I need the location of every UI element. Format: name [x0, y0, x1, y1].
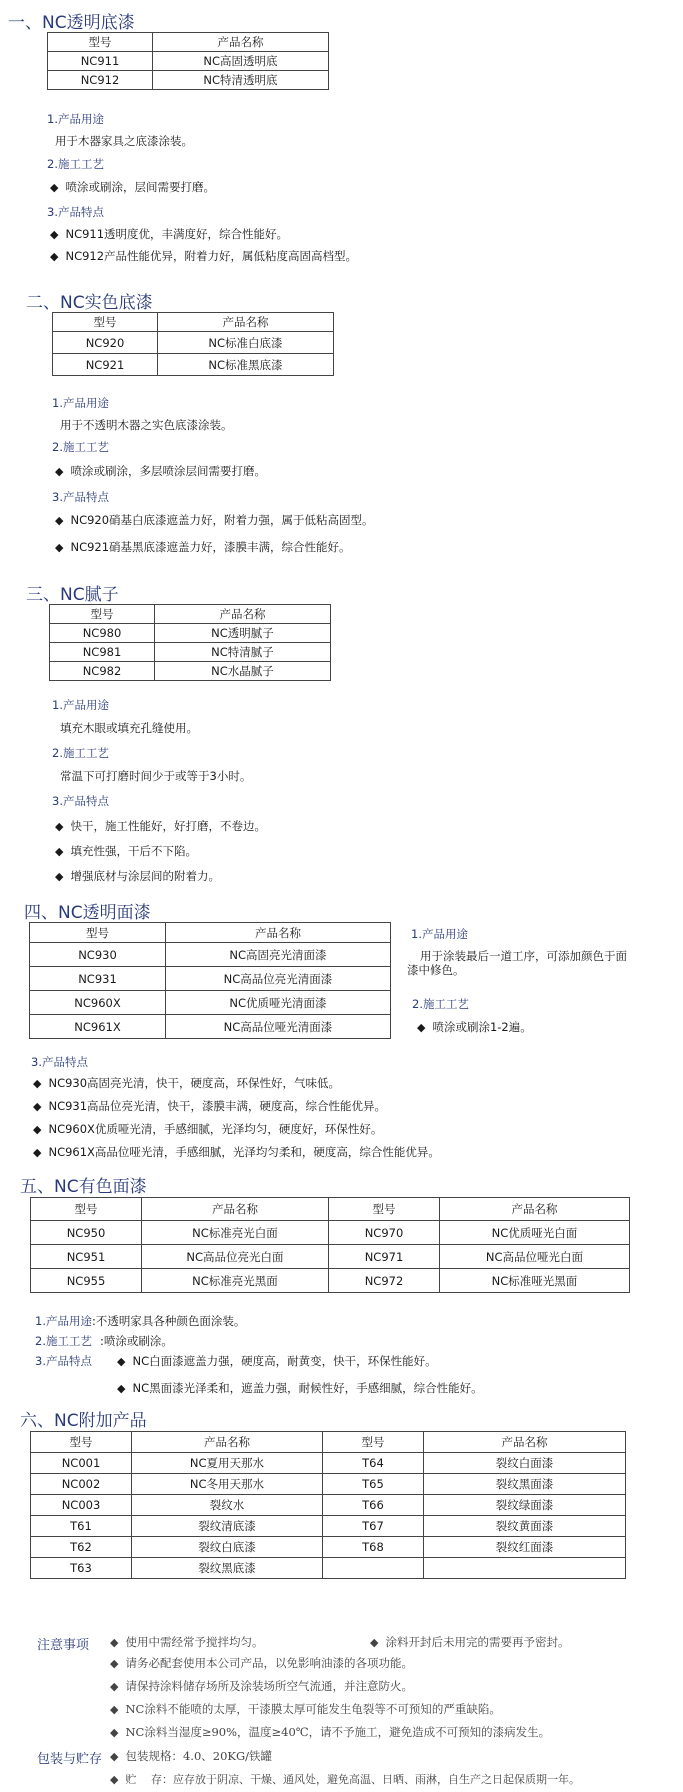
table-row: NC981 NC特清腻子 [50, 643, 331, 662]
section-2-heading: 二、NC实色底漆 [26, 293, 153, 313]
section-5-heading: 五、NC有色面漆 [20, 1177, 147, 1197]
table-row: NC961X NC高品位哑光清面漆 [30, 1015, 391, 1039]
table-row: NC931 NC高品位亮光清面漆 [30, 967, 391, 991]
section-2-use-label: 1.产品用途 [52, 396, 109, 410]
table-row: NC982 NC水晶腻子 [50, 662, 331, 681]
section-5-use-row [35, 1313, 245, 1329]
col-header-model: 型号 [30, 923, 166, 943]
col-header-name: 产品名称 [440, 1198, 630, 1221]
section-2-process-label: 2.施工工艺 [52, 440, 109, 454]
section-2-table [52, 312, 334, 376]
section-4-use-text-1: 用于涂装最后一道工序，可添加颜色于面 [420, 949, 627, 963]
table-row: NC921 NC标准黑底漆 [53, 354, 334, 376]
section-1-feature: ◆ NC911透明度优，丰满度好，综合性能好。 [50, 226, 288, 242]
section-4-table [29, 922, 391, 1039]
col-header-name: 产品名称 [153, 33, 329, 52]
notes-item: ◆ NC涂料不能喷的太厚，干漆膜太厚可能发生龟裂等不可预知的严重缺陷。 [110, 1701, 501, 1717]
section-2-features-label: 3.产品特点 [52, 490, 109, 504]
section-4-features-label: 3.产品特点 [31, 1055, 88, 1069]
section-3-feature: ◆ 增强底材与涂层间的附着力。 [55, 868, 220, 884]
section-4-use-label: 1.产品用途 [411, 927, 468, 941]
section-6-table [30, 1431, 626, 1579]
notes-item: ◆ 请务必配套使用本公司产品，以免影响油漆的各项功能。 [110, 1655, 413, 1671]
section-3-feature: ◆ 填充性强，干后不下陷。 [55, 843, 197, 859]
section-1-features-label: 3.产品特点 [47, 205, 104, 219]
col-header-name: 产品名称 [155, 605, 331, 624]
section-3-feature: ◆ 快干，施工性能好，好打磨，不卷边。 [55, 818, 266, 834]
section-3-process-label: 2.施工工艺 [52, 746, 109, 760]
col-header-model: 型号 [323, 1432, 424, 1453]
section-1-process-label: 2.施工工艺 [47, 157, 104, 171]
section-5-features-label: 3.产品特点 [35, 1354, 92, 1368]
notes-item: ◆ NC涂料当湿度≥90%，温度≥40℃，请不予施工，避免造成不可预知的漆病发生。 [110, 1724, 550, 1740]
section-2-use-text: 用于不透明木器之实色底漆涂装。 [60, 418, 233, 432]
col-header-model: 型号 [48, 33, 153, 52]
col-header-name: 产品名称 [166, 923, 391, 943]
section-5-process-row [35, 1333, 173, 1349]
section-4-feature: ◆ NC960X优质哑光清，手感细腻，光泽均匀，硬度好，环保性好。 [33, 1121, 382, 1137]
section-1-process-item: ◆ 喷涂或刷涂，层间需要打磨。 [50, 179, 215, 195]
notes-item: ◆ 涂料开封后未用完的需要再予密封。 [370, 1634, 569, 1650]
section-1-table [47, 32, 329, 90]
table-row: T63 裂纹黑底漆 [31, 1558, 626, 1579]
section-3-table [49, 604, 331, 681]
section-4-heading: 四、NC透明面漆 [24, 903, 151, 923]
table-row: NC950 NC标准亮光白面 NC970 NC优质哑光白面 [31, 1221, 630, 1245]
col-header-model: 型号 [50, 605, 155, 624]
storage-item: ◆ 包装规格：4.0、20KG/铁罐 [110, 1748, 272, 1764]
notes-label: 注意事项 [37, 1638, 90, 1653]
section-5-feature: ◆ NC白面漆遮盖力强，硬度高，耐黄变，快干，环保性能好。 [117, 1353, 437, 1369]
section-1-use-text: 用于木器家具之底漆涂装。 [55, 134, 193, 148]
table-row: NC002 NC冬用天那水 T65 裂纹黑面漆 [31, 1474, 626, 1495]
table-row: NC920 NC标准白底漆 [53, 332, 334, 354]
section-3-use-text: 填充木眼或填充孔缝使用。 [60, 721, 198, 735]
section-5-use-text: :不透明家具各种颜色面涂装。 [91, 1314, 246, 1328]
section-3-features-label: 3.产品特点 [52, 794, 109, 808]
section-4-feature: ◆ NC931高品位亮光清，快干，漆膜丰满，硬度高，综合性能优异。 [33, 1098, 386, 1114]
section-4-use-text-2: 漆中修色。 [407, 963, 465, 977]
section-1-feature: ◆ NC912产品性能优异，附着力好，属低粘度高固高档型。 [50, 248, 357, 264]
table-row: NC001 NC夏用天那水 T64 裂纹白面漆 [31, 1453, 626, 1474]
table-row: NC960X NC优质哑光清面漆 [30, 991, 391, 1015]
section-2-feature: ◆ NC921硝基黑底漆遮盖力好，漆膜丰满，综合性能好。 [55, 539, 351, 555]
col-header-name: 产品名称 [132, 1432, 323, 1453]
col-header-model: 型号 [329, 1198, 440, 1221]
section-4-process-item: ◆ 喷涂或刷涂1-2遍。 [417, 1019, 532, 1035]
section-3-use-label: 1.产品用途 [52, 698, 109, 712]
table-row: NC951 NC高品位亮光白面 NC971 NC高品位哑光白面 [31, 1245, 630, 1269]
notes-item: ◆ 使用中需经常予搅拌均匀。 [110, 1634, 263, 1650]
section-4-feature: ◆ NC961X高品位哑光清，手感细腻，光泽均匀柔和，硬度高，综合性能优异。 [33, 1144, 440, 1160]
storage-label: 包装与贮存 [37, 1752, 103, 1767]
section-5-process-label: 2.施工工艺 [35, 1334, 92, 1348]
col-header-name: 产品名称 [424, 1432, 626, 1453]
table-row: NC911 NC高固透明底 [48, 52, 329, 71]
section-5-feature: ◆ NC黑面漆光泽柔和，遮盖力强，耐候性好，手感细腻，综合性能好。 [117, 1380, 483, 1396]
table-row: NC912 NC特清透明底 [48, 71, 329, 90]
col-header-name: 产品名称 [142, 1198, 329, 1221]
notes-item: ◆ 请保持涂料储存场所及涂装场所空气流通，并注意防火。 [110, 1678, 413, 1694]
col-header-model: 型号 [53, 313, 158, 332]
section-6-heading: 六、NC附加产品 [20, 1411, 147, 1431]
section-2-feature: ◆ NC920硝基白底漆遮盖力好，附着力强，属于低粘高固型。 [55, 512, 374, 528]
section-1-use-label: 1.产品用途 [47, 112, 104, 126]
section-4-feature: ◆ NC930高固亮光清，快干，硬度高，环保性好，气味低。 [33, 1075, 340, 1091]
section-5-use-label: 1.产品用途 [35, 1314, 92, 1328]
section-2-process-item: ◆ 喷涂或刷涂，多层喷涂层间需要打磨。 [55, 463, 266, 479]
col-header-name: 产品名称 [158, 313, 334, 332]
table-row: T62 裂纹白底漆 T68 裂纹红面漆 [31, 1537, 626, 1558]
table-row: NC930 NC高固亮光清面漆 [30, 943, 391, 967]
table-row: NC003 裂纹水 T66 裂纹绿面漆 [31, 1495, 626, 1516]
section-4-process-label: 2.施工工艺 [412, 997, 469, 1011]
table-row: NC980 NC透明腻子 [50, 624, 331, 643]
section-3-process-text: 常温下可打磨时间少于或等于3小时。 [60, 769, 252, 783]
table-row: NC955 NC标准亮光黑面 NC972 NC标准哑光黑面 [31, 1269, 630, 1293]
section-5-process-text: :喷涂或刷涂。 [99, 1334, 173, 1348]
section-1-heading: 一、NC透明底漆 [8, 13, 135, 33]
section-5-table [30, 1197, 630, 1293]
col-header-model: 型号 [31, 1432, 132, 1453]
col-header-model: 型号 [31, 1198, 142, 1221]
section-3-heading: 三、NC腻子 [26, 585, 119, 605]
storage-item: ◆ 贮 存：应存放于阴凉、干燥、通风处，避免高温、日晒、雨淋，自生产之日起保质期一年。 [110, 1771, 580, 1787]
table-row: T61 裂纹清底漆 T67 裂纹黄面漆 [31, 1516, 626, 1537]
